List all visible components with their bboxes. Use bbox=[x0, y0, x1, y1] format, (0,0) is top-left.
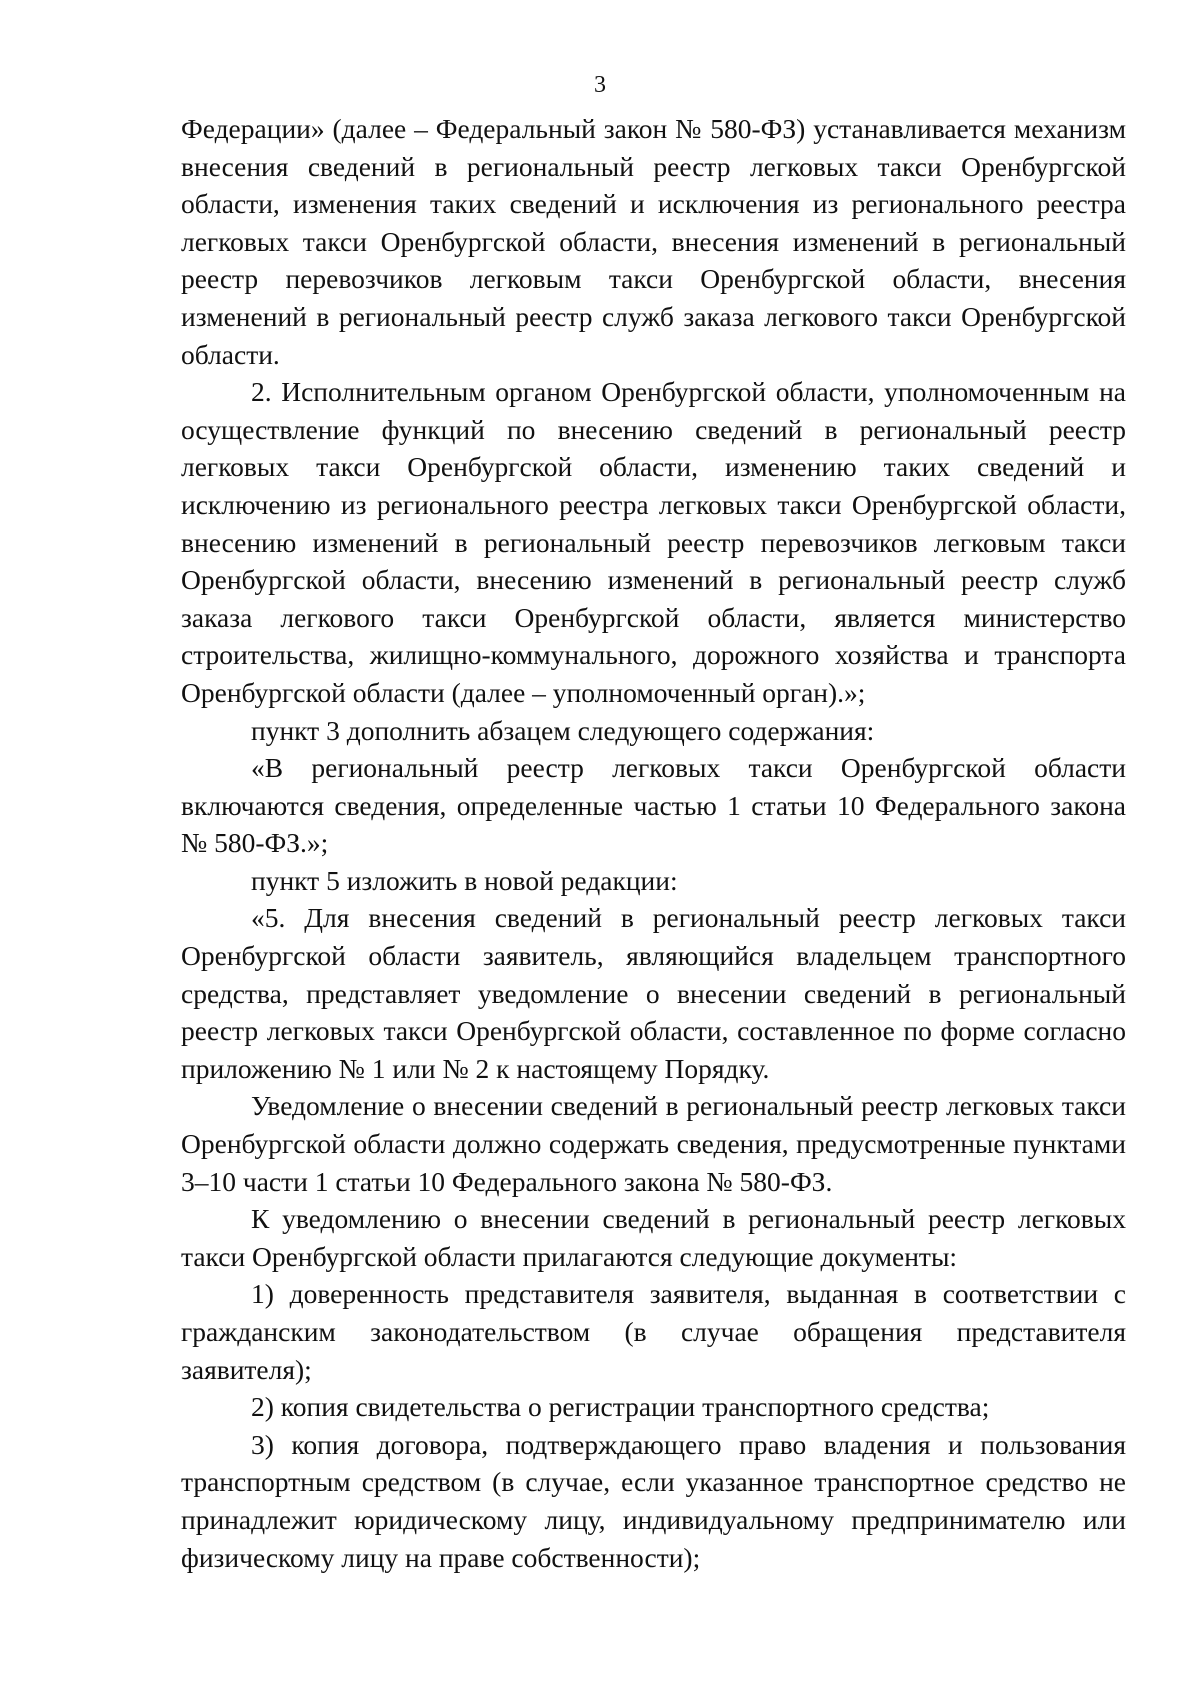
paragraph-item-2: 2. Исполнительным органом Оренбургской области, уполномоченным на осуществление функций по внесению сведений в региональный реестр легковых такси Оренбургской области, изменению таких сведений и исключению из регионального реестра легковых такси Оренбургской области, внесению изменений в региональный реестр перевозчиков легковым такси Оренбургской области, внесению изменений в региональный реестр служб заказа легкового такси Оренбургской области, является министерство строительства, жилищно-коммунального, дорожного хозяйства и транспорта Оренбургской области (далее – уполномоченный орган).»; bbox=[181, 376, 1126, 708]
paragraph-point-5-text: «5. Для внесения сведений в региональный реестр легковых такси Оренбургской области заявитель, являющийся владельцем транспортного средства, представляет уведомление о внесении сведений в региональный реестр легковых такси Оренбургской области, составленное по форме согласно приложению № 1 или № 2 к настоящему Порядку. bbox=[181, 902, 1126, 1084]
paragraph-attached-documents: К уведомлению о внесении сведений в региональный реестр легковых такси Оренбургской области прилагаются следующие документы: bbox=[181, 1203, 1126, 1272]
paragraph-amendment-point-5: пункт 5 изложить в новой редакции: bbox=[251, 864, 678, 896]
document-body bbox=[181, 110, 1126, 1576]
paragraph-amendment-point-3: пункт 3 дополнить абзацем следующего содержания: bbox=[251, 714, 875, 746]
paragraph-point-3-text: «В региональный реестр легковых такси Оренбургской области включаются сведения, определенные частью 1 статьи 10 Федерального закона № 580-ФЗ.»; bbox=[181, 752, 1126, 859]
list-item-1: 1) доверенность представителя заявителя, выданная в соответствии с гражданским законодательством (в случае обращения представителя заявителя); bbox=[181, 1278, 1126, 1385]
paragraph-continuation: Федерации» (далее – Федеральный закон № 580-ФЗ) устанавливается механизм внесения сведений в региональный реестр легковых такси Оренбургской области, изменения таких сведений и исключения из регионального реестра легковых такси Оренбургской области, внесения изменений в региональный реестр перевозчиков легковым такси Оренбургской области, внесения изменений в региональный реестр служб заказа легкового такси Оренбургской области. bbox=[181, 113, 1126, 370]
list-item-2: 2) копия свидетельства о регистрации транспортного средства; bbox=[251, 1391, 990, 1423]
list-item-3: 3) копия договора, подтверждающего право владения и пользования транспортным средством (в случае, если указанное транспортное средство не принадлежит юридическому лицу, индивидуальному предпринимателю или физическому лицу на праве собственности); bbox=[181, 1428, 1126, 1573]
paragraph-notification-content: Уведомление о внесении сведений в региональный реестр легковых такси Оренбургской области должно содержать сведения, предусмотренные пунктами 3–10 части 1 статьи 10 Федерального закона № 580-ФЗ. bbox=[181, 1090, 1126, 1197]
page-number: 3 bbox=[594, 72, 606, 98]
